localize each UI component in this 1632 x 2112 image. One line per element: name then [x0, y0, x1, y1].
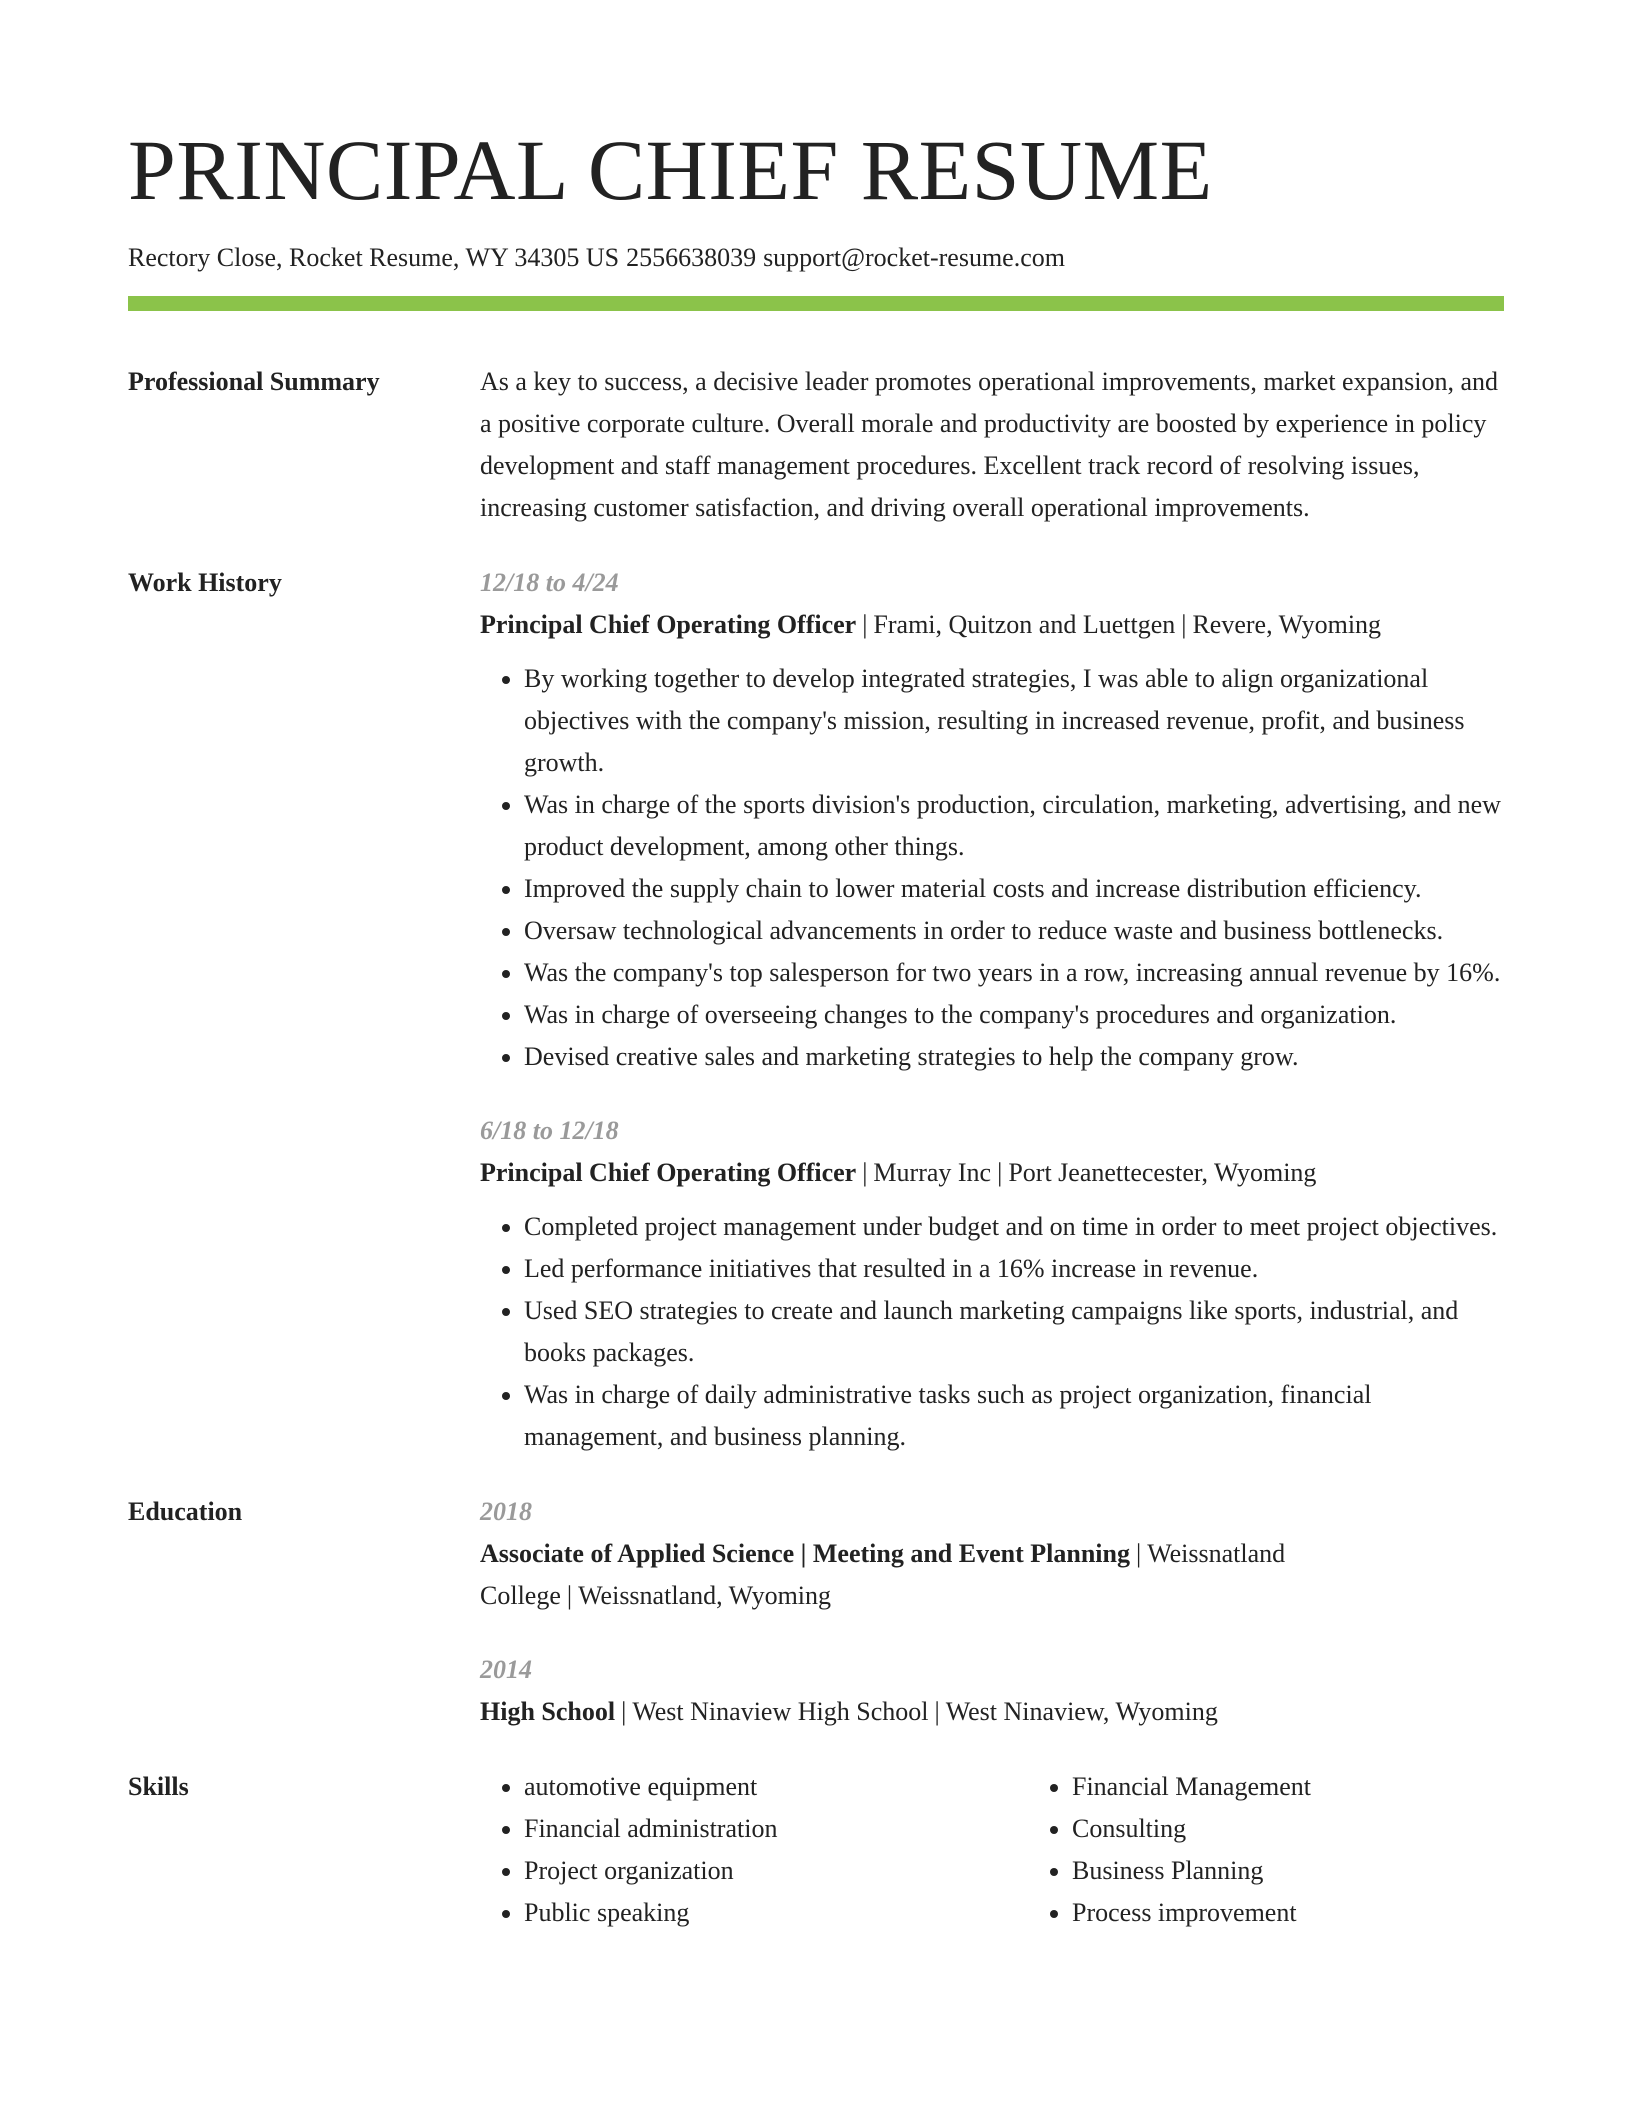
job-location: Port Jeanettecester, Wyoming	[1008, 1158, 1317, 1187]
education-entry	[480, 1491, 1504, 1617]
job-dates: 12/18 to 4/24	[480, 568, 619, 597]
list-item: • Was the company's top salesperson for two years in a row, increasing annual revenue by 16%.	[524, 952, 1504, 994]
job-title: Principal Chief Operating Officer	[480, 1158, 857, 1187]
section-education	[128, 1491, 1504, 1733]
school-location: West Ninaview, Wyoming	[945, 1697, 1218, 1726]
education-entry	[480, 1649, 1504, 1733]
job-bullets	[480, 1206, 1504, 1458]
school-name: Weissnatland College	[480, 1539, 1286, 1610]
list-item: • Was in charge of daily administrative tasks such as project organization, financial management, and business planning.	[524, 1374, 1504, 1458]
job-entry	[480, 562, 1504, 1078]
section-professional-summary	[128, 361, 1504, 529]
section-title: Education	[128, 1497, 243, 1526]
school-location: Weissnatland, Wyoming	[578, 1581, 832, 1610]
resume-name: PRINCIPAL CHIEF RESUME	[128, 122, 1213, 218]
education-year: 2014	[480, 1655, 532, 1684]
list-item: • Improved the supply chain to lower material costs and increase distribution efficiency.	[524, 868, 1504, 910]
skill-item: • Consulting	[1072, 1808, 1492, 1850]
degree-title: High School	[480, 1697, 616, 1726]
skills-column-left	[480, 1766, 1028, 1934]
skills-grid	[480, 1766, 1504, 1934]
education-heading: Associate of Applied Science | Meeting and Event Planning | Weissnatland College | Weissnatland, Wyoming	[480, 1539, 1286, 1610]
list-item: • Led performance initiatives that resulted in a 16% increase in revenue.	[524, 1248, 1504, 1290]
contact-address: Rectory Close, Rocket Resume, WY 34305 US	[128, 243, 620, 272]
job-company: Frami, Quitzon and Luettgen	[873, 610, 1176, 639]
contact-email: support@rocket-resume.com	[763, 243, 1065, 272]
section-work-history	[128, 562, 1504, 1458]
skill-item: • automotive equipment	[524, 1766, 1028, 1808]
skills-column-right	[1028, 1766, 1492, 1934]
header-divider	[128, 296, 1504, 311]
list-item: • Devised creative sales and marketing strategies to help the company grow.	[524, 1036, 1504, 1078]
job-bullets	[480, 658, 1504, 1078]
list-item: • Was in charge of overseeing changes to the company's procedures and organization.	[524, 994, 1504, 1036]
list-item: • Used SEO strategies to create and launch marketing campaigns like sports, industrial, and books packages.	[524, 1290, 1504, 1374]
contact-line	[128, 240, 1504, 276]
section-title: Skills	[128, 1772, 189, 1801]
education-heading: High School | West Ninaview High School | West Ninaview, Wyoming	[480, 1697, 1218, 1726]
skill-item: • Process improvement	[1072, 1892, 1492, 1934]
summary-text: As a key to success, a decisive leader promotes operational improvements, market expansion, and a positive corporate culture. Overall morale and productivity are boosted by experience in policy development and staff management procedures. Excellent track record of resolving issues, increasing customer satisfaction, and driving overall operational improvements.	[480, 367, 1499, 522]
job-location: Revere, Wyoming	[1192, 610, 1382, 639]
education-year: 2018	[480, 1497, 532, 1526]
job-heading: Principal Chief Operating Officer | Murray Inc | Port Jeanettecester, Wyoming	[480, 1158, 1317, 1187]
section-skills	[128, 1766, 1504, 1934]
section-title: Professional Summary	[128, 367, 380, 396]
job-heading: Principal Chief Operating Officer | Frami, Quitzon and Luettgen | Revere, Wyoming	[480, 610, 1382, 639]
skill-item: • Financial administration	[524, 1808, 1028, 1850]
skill-item: • Business Planning	[1072, 1850, 1492, 1892]
school-name: West Ninaview High School	[632, 1697, 929, 1726]
job-dates: 6/18 to 12/18	[480, 1116, 619, 1145]
list-item: • Oversaw technological advancements in order to reduce waste and business bottlenecks.	[524, 910, 1504, 952]
contact-phone: 2556638039	[626, 243, 757, 272]
job-entry	[480, 1110, 1504, 1458]
resume-page	[128, 0, 1504, 1934]
job-company: Murray Inc	[873, 1158, 992, 1187]
skill-item: • Financial Management	[1072, 1766, 1492, 1808]
skill-item: • Public speaking	[524, 1892, 1028, 1934]
skill-item: • Project organization	[524, 1850, 1028, 1892]
list-item: • Completed project management under budget and on time in order to meet project objectives.	[524, 1206, 1504, 1248]
section-title: Work History	[128, 568, 282, 597]
degree-title: Associate of Applied Science | Meeting and Event Planning	[480, 1539, 1130, 1568]
list-item: • By working together to develop integrated strategies, I was able to align organizational objectives with the company's mission, resulting in increased revenue, profit, and business growth.	[524, 658, 1504, 784]
job-title: Principal Chief Operating Officer	[480, 610, 857, 639]
list-item: • Was in charge of the sports division's production, circulation, marketing, advertising, and new product development, among other things.	[524, 784, 1504, 868]
